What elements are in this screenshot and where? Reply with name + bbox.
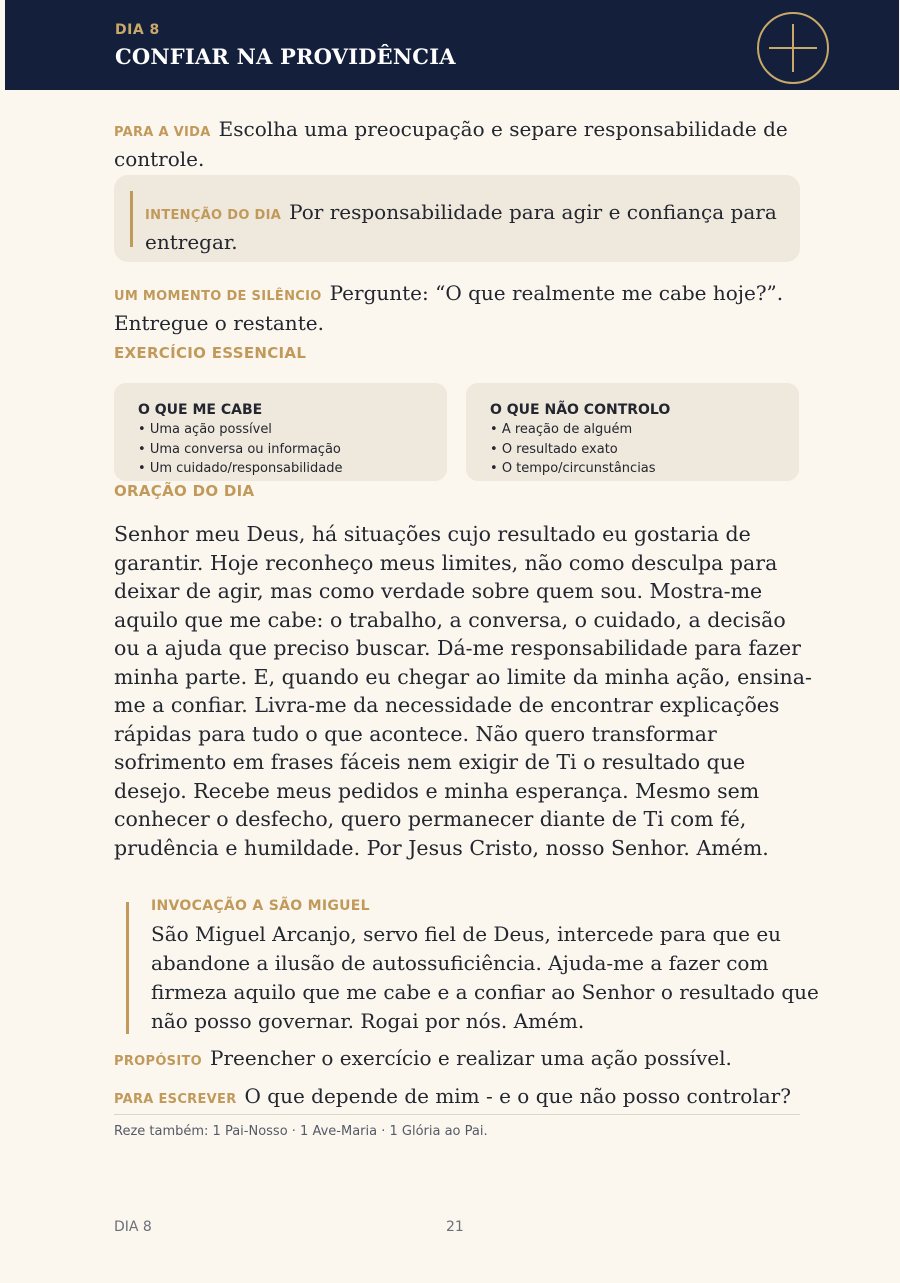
reze-note: Reze também: 1 Pai-Nosso · 1 Ave-Maria · 1 Glória ao Pai. [114,1124,488,1139]
list-item: • Uma ação possível [138,420,343,440]
proposito-section [114,1045,834,1075]
para-vida-text: Escolha uma preocupação e separe responsabilidade de controle. [114,117,788,171]
footer-day-label: DIA 8 [114,1219,152,1235]
card-o-que-nao-controlo [466,383,799,481]
intencao-section [145,199,785,256]
intencao-accent-bar [130,191,133,247]
intencao-box [114,175,800,262]
para-vida-label: PARA A VIDA [114,125,211,140]
list-item: • O resultado exato [490,440,656,460]
silencio-text: Pergunte: “O que realmente me cabe hoje?”. Entregue o restante. [114,281,784,335]
escrever-label: PARA ESCREVER [114,1092,237,1107]
proposito-text: Preencher o exercício e realizar uma ação possível. [210,1046,732,1070]
escrever-text: O que depende de mim - e o que não posso controlar? [244,1084,791,1108]
card-title: O QUE NÃO CONTROLO [490,402,671,418]
chapter-title: CONFIAR NA PROVIDÊNCIA [115,44,456,69]
day-label: DIA 8 [115,22,160,38]
intencao-label: INTENÇÃO DO DIA [145,208,282,223]
oracao-text: Senhor meu Deus, há situações cujo resultado eu gostaria de garantir. Hoje reconheço meus limites, não como desculpa para deixar de agir, mas como verdade sobre quem sou. Mostra-me aquilo que me cabe: o trabalho, a conversa, o cuidado, a decisão ou a ajuda que preciso buscar. Dá-me responsabilidade para fazer minha parte. E, quando eu chegar ao limite da minha ação, ensina-me a confiar. Livra-me da necessidade de encontrar explicações rápidas para tudo o que acontece. Não quero transformar sofrimento em frases fáceis nem exigir de Ti o resultado que desejo. Recebe meus pedidos e minha esperança. Mesmo sem conhecer o desfecho, quero permanecer diante de Ti com fé, prudência e humildade. Por Jesus Cristo, nosso Senhor. Amém. [114,522,812,860]
silencio-section [114,280,814,337]
oracao-title: ORAÇÃO DO DIA [114,482,255,500]
para-vida-section [114,116,814,173]
card-list [138,420,343,479]
invocacao-title: INVOCAÇÃO A SÃO MIGUEL [151,898,370,914]
escrever-section [114,1083,834,1113]
divider [114,1114,800,1115]
card-title: O QUE ME CABE [138,402,263,418]
cross-in-circle-icon [755,10,831,86]
list-item: • A reação de alguém [490,420,656,440]
exercicio-title: EXERCÍCIO ESSENCIAL [114,344,307,362]
intencao-text: Por responsabilidade para agir e confiança para entregar. [145,200,777,254]
page-header [5,0,899,90]
silencio-label: UM MOMENTO DE SILÊNCIO [114,289,322,304]
list-item: • O tempo/circunstâncias [490,459,656,479]
proposito-label: PROPÓSITO [114,1054,202,1069]
card-o-que-me-cabe [114,383,447,481]
list-item: • Um cuidado/responsabilidade [138,459,343,479]
card-list [490,420,656,479]
invocacao-accent-bar [126,902,129,1034]
invocacao-text: São Miguel Arcanjo, servo fiel de Deus, intercede para que eu abandone a ilusão de autossuficiência. Ajuda-me a fazer com firmeza aquilo que me cabe e a confiar ao Senhor o resultado que não posso governar. Rogai por nós. Amém. [151,922,819,1033]
page-number: 21 [446,1219,464,1235]
list-item: • Uma conversa ou informação [138,440,343,460]
